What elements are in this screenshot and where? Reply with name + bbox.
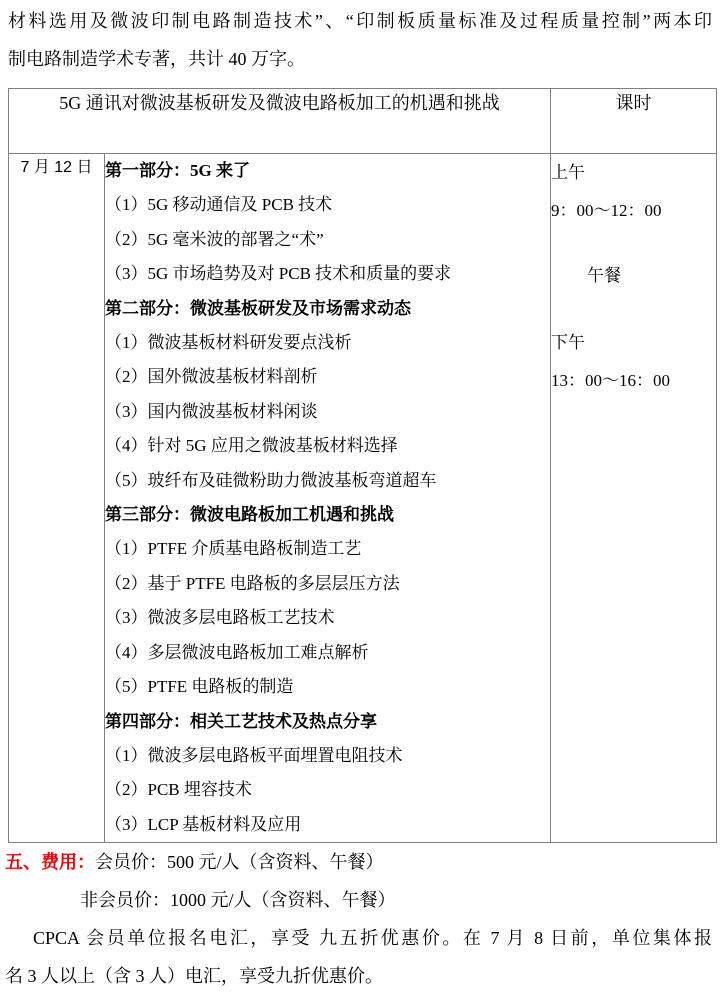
non-member-price: 非会员价：1000 元/人（含资料、午餐） — [80, 890, 396, 911]
agenda-item: （1）微波基板材料研发要点浅析 — [105, 333, 352, 353]
member-price: 会员价：500 元/人（含资料、午餐） — [95, 852, 384, 873]
course-title-cell: 5G 通讯对微波基板研发及微波电路板加工的机遇和挑战 — [9, 89, 551, 154]
agenda-item: （3）5G 市场趋势及对 PCB 技术和质量的要求 — [105, 264, 452, 284]
agenda-item: （4）针对 5G 应用之微波基板材料选择 — [105, 436, 398, 456]
course-table — [8, 88, 717, 843]
table-body-row — [9, 154, 717, 843]
schedule-lunch-label: 午餐 — [587, 266, 621, 285]
fees-note-line-2: 名 3 人以上（含 3 人）电汇，享受九折优惠价。 — [5, 966, 383, 987]
agenda-item: （5）玻纤布及硅微粉助力微波基板弯道超车 — [105, 470, 437, 490]
intro-line-1: 材料选用及微波印制电路制造技术”、“印制板质量标准及过程质量控制”两本印 — [8, 11, 712, 31]
agenda-item: （5）PTFE 电路板的制造 — [105, 677, 294, 697]
agenda-section-3: 第三部分：微波电路板加工机遇和挑战 — [105, 505, 394, 525]
agenda-item: （2）PCB 埋容技术 — [105, 780, 252, 800]
fees-heading: 五、费用： — [5, 852, 95, 873]
agenda-item: （3）国内微波基板材料闲谈 — [105, 401, 318, 421]
agenda-section-4: 第四部分：相关工艺技术及热点分享 — [105, 711, 377, 731]
agenda-item: （3）LCP 基板材料及应用 — [105, 814, 302, 834]
schedule-afternoon-time: 13：00～16：00 — [551, 371, 670, 390]
agenda-section-2: 第二部分：微波基板研发及市场需求动态 — [105, 298, 411, 318]
agenda-item: （1）微波多层电路板平面埋置电阻技术 — [105, 745, 403, 765]
agenda-item: （3）微波多层电路板工艺技术 — [105, 608, 335, 628]
fees-note-line-1: CPCA 会员单位报名电汇，享受 九五折优惠价。在 7 月 8 日前，单位集体报 — [33, 928, 712, 949]
agenda-item: （2）基于 PTFE 电路板的多层层压方法 — [105, 573, 400, 593]
agenda-cell — [105, 154, 551, 843]
schedule-cell — [551, 154, 717, 843]
hours-header-cell: 课时 — [551, 89, 717, 154]
agenda-item: （2）5G 毫米波的部署之“术” — [105, 229, 324, 249]
agenda-item: （1）5G 移动通信及 PCB 技术 — [105, 195, 333, 215]
schedule-morning-label: 上午 — [551, 163, 585, 182]
date-cell: 7 月 12 日 — [9, 154, 105, 843]
agenda-item: （1）PTFE 介质基电路板制造工艺 — [105, 539, 362, 559]
schedule-afternoon-label: 下午 — [551, 333, 585, 352]
schedule-morning-time: 9：00～12：00 — [551, 201, 662, 220]
agenda-item: （2）国外微波基板材料剖析 — [105, 367, 318, 387]
fees-section — [5, 843, 712, 995]
table-header-row — [9, 89, 717, 154]
fees-line-member — [5, 843, 712, 881]
intro-paragraph — [0, 0, 720, 78]
agenda-section-1: 第一部分：5G 来了 — [105, 161, 250, 180]
agenda-item: （4）多层微波电路板加工难点解析 — [105, 642, 369, 662]
intro-line-2: 制电路制造学术专著，共计 40 万字。 — [8, 49, 305, 69]
